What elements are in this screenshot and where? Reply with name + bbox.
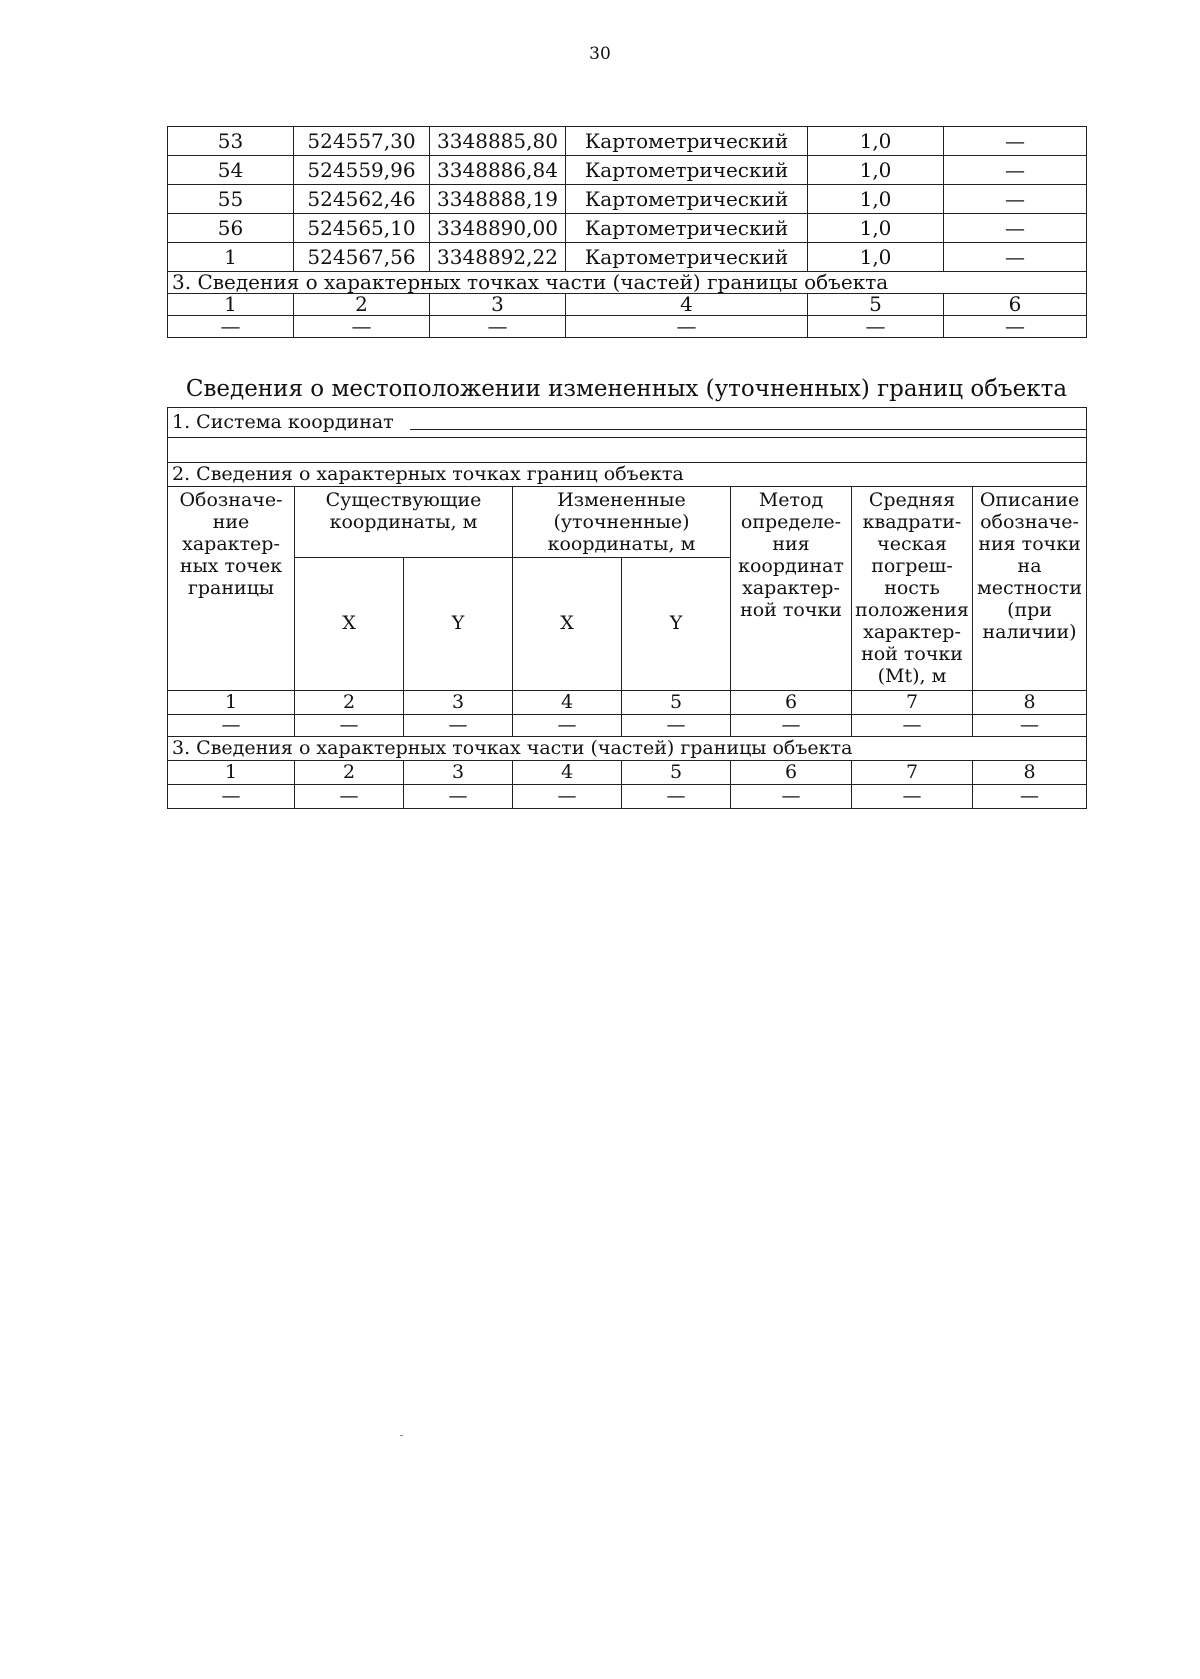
dash-cell: — [295,785,404,809]
dash-cell: — [566,316,808,338]
section-title: Сведения о местоположении измененных (уточненных) границ объекта [185,376,1068,402]
header-y-existing: Y [404,558,513,691]
mt-cell: 1,0 [808,127,944,156]
column-number-cell: 6 [731,761,852,785]
table-row [168,214,1087,243]
column-number-cell: 2 [295,761,404,785]
dash-cell: — [430,316,566,338]
dash-cell: — [731,785,852,809]
header-mt: Средняя квадрати-ческая погреш-ность положения характер-ной точки (Mt), м [852,487,973,691]
dash-cell: — [973,715,1087,737]
y-coordinate-cell: 3348890,00 [430,214,566,243]
column-number-cell: 8 [973,691,1087,715]
dash-cell: — [404,785,513,809]
header-designation: Обозначе-ние характер-ных точек границы [168,487,295,691]
changed-boundaries-table [167,407,1087,809]
coord-system-row [168,408,1087,438]
mt-cell: 1,0 [808,214,944,243]
description-cell: — [944,243,1087,272]
dash-cell: — [852,785,973,809]
description-cell: — [944,185,1087,214]
y-coordinate-cell: 3348885,80 [430,127,566,156]
point-number-cell: 55 [168,185,294,214]
description-cell: — [944,127,1087,156]
dash-cell: — [944,316,1087,338]
header-x-changed: X [513,558,622,691]
dash-cell: — [513,785,622,809]
blank-row [168,438,1087,463]
dash-cell: — [168,715,295,737]
point-number-cell: 54 [168,156,294,185]
table-row [168,715,1087,737]
column-number-cell: 1 [168,691,295,715]
y-coordinate-cell: 3348888,19 [430,185,566,214]
x-coordinate-cell: 524567,56 [294,243,430,272]
dash-cell: — [168,316,294,338]
page-number: 30 [589,44,611,64]
column-number-cell: 5 [808,294,944,316]
column-number-cell: 3 [404,691,513,715]
method-cell: Картометрический [566,243,808,272]
dash-cell: — [295,715,404,737]
x-coordinate-cell: 524565,10 [294,214,430,243]
mt-cell: 1,0 [808,243,944,272]
dash-cell: — [294,316,430,338]
coord-system-label: 1. Система координат [172,410,394,433]
point-number-cell: 1 [168,243,294,272]
x-coordinate-cell: 524562,46 [294,185,430,214]
dash-cell: — [168,785,295,809]
table-row [168,691,1087,715]
column-number-cell: 7 [852,691,973,715]
x-coordinate-cell: 524559,96 [294,156,430,185]
y-coordinate-cell: 3348886,84 [430,156,566,185]
header-method: Метод определе-ния координат характер-ной точки [731,487,852,691]
dash-cell: — [731,715,852,737]
column-number-cell: 5 [622,691,731,715]
column-number-cell: 4 [513,691,622,715]
dash-cell: — [622,715,731,737]
column-number-cell: 1 [168,294,294,316]
method-cell: Картометрический [566,185,808,214]
dash-cell: — [622,785,731,809]
description-cell: — [944,214,1087,243]
method-cell: Картометрический [566,127,808,156]
section3-title: 3. Сведения о характерных точках части (частей) границы объекта [168,272,1087,294]
point-number-cell: 56 [168,214,294,243]
column-number-cell: 2 [295,691,404,715]
section3-title: 3. Сведения о характерных точках части (частей) границы объекта [168,737,1087,761]
header-y-changed: Y [622,558,731,691]
x-coordinate-cell: 524557,30 [294,127,430,156]
column-number-cell: 3 [430,294,566,316]
header-changed-coords: Измененные (уточненные) координаты, м [513,487,731,558]
column-number-cell: 1 [168,761,295,785]
dash-cell: — [852,715,973,737]
y-coordinate-cell: 3348892,22 [430,243,566,272]
column-number-cell: 7 [852,761,973,785]
header-description: Описание обозначе-ния точки на местности (при наличии) [973,487,1087,691]
mt-cell: 1,0 [808,185,944,214]
table-row [168,127,1087,156]
table-row [168,761,1087,785]
dash-cell: — [513,715,622,737]
boundary-points-table [167,126,1087,338]
point-number-cell: 53 [168,127,294,156]
table-row [168,156,1087,185]
method-cell: Картометрический [566,156,808,185]
table-row [168,785,1087,809]
dash-cell: — [808,316,944,338]
section2-title: 2. Сведения о характерных точках границ объекта [168,463,1087,487]
header-x-existing: X [295,558,404,691]
column-number-cell: 4 [513,761,622,785]
table-row [168,185,1087,214]
column-number-cell: 3 [404,761,513,785]
coord-system-fill-line [410,415,1087,430]
description-cell: — [944,156,1087,185]
header-existing-coords: Существующие координаты, м [295,487,513,558]
dash-cell: — [404,715,513,737]
mt-cell: 1,0 [808,156,944,185]
column-number-cell: 4 [566,294,808,316]
column-number-cell: 6 [944,294,1087,316]
column-number-cell: 6 [731,691,852,715]
column-number-cell: 2 [294,294,430,316]
column-number-cell: 8 [973,761,1087,785]
column-number-cell: 5 [622,761,731,785]
scan-speck [400,1435,403,1436]
method-cell: Картометрический [566,214,808,243]
table-row [168,243,1087,272]
dash-cell: — [973,785,1087,809]
